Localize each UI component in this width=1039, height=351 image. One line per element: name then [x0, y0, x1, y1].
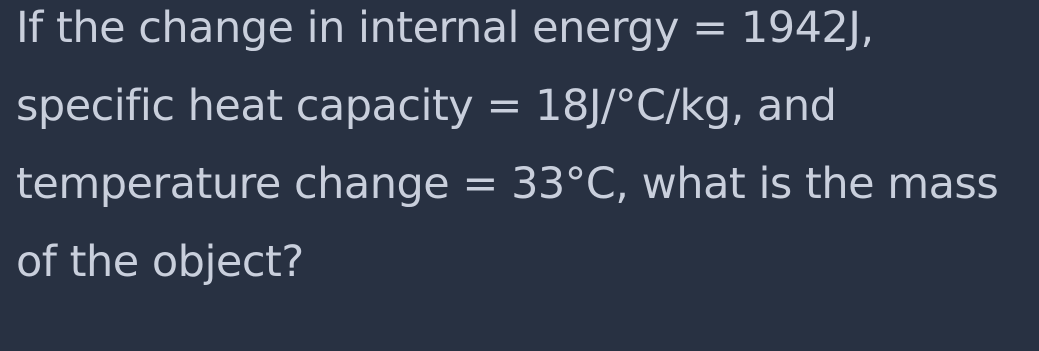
question-line-4: of the object? — [16, 237, 304, 287]
question-line-1: If the change in internal energy = 1942J, — [16, 3, 874, 53]
question-line-2: specific heat capacity = 18J/°C/kg, and — [16, 81, 837, 131]
question-line-3: temperature change = 33°C, what is the mass — [16, 159, 999, 209]
question-text — [16, 0, 1039, 301]
